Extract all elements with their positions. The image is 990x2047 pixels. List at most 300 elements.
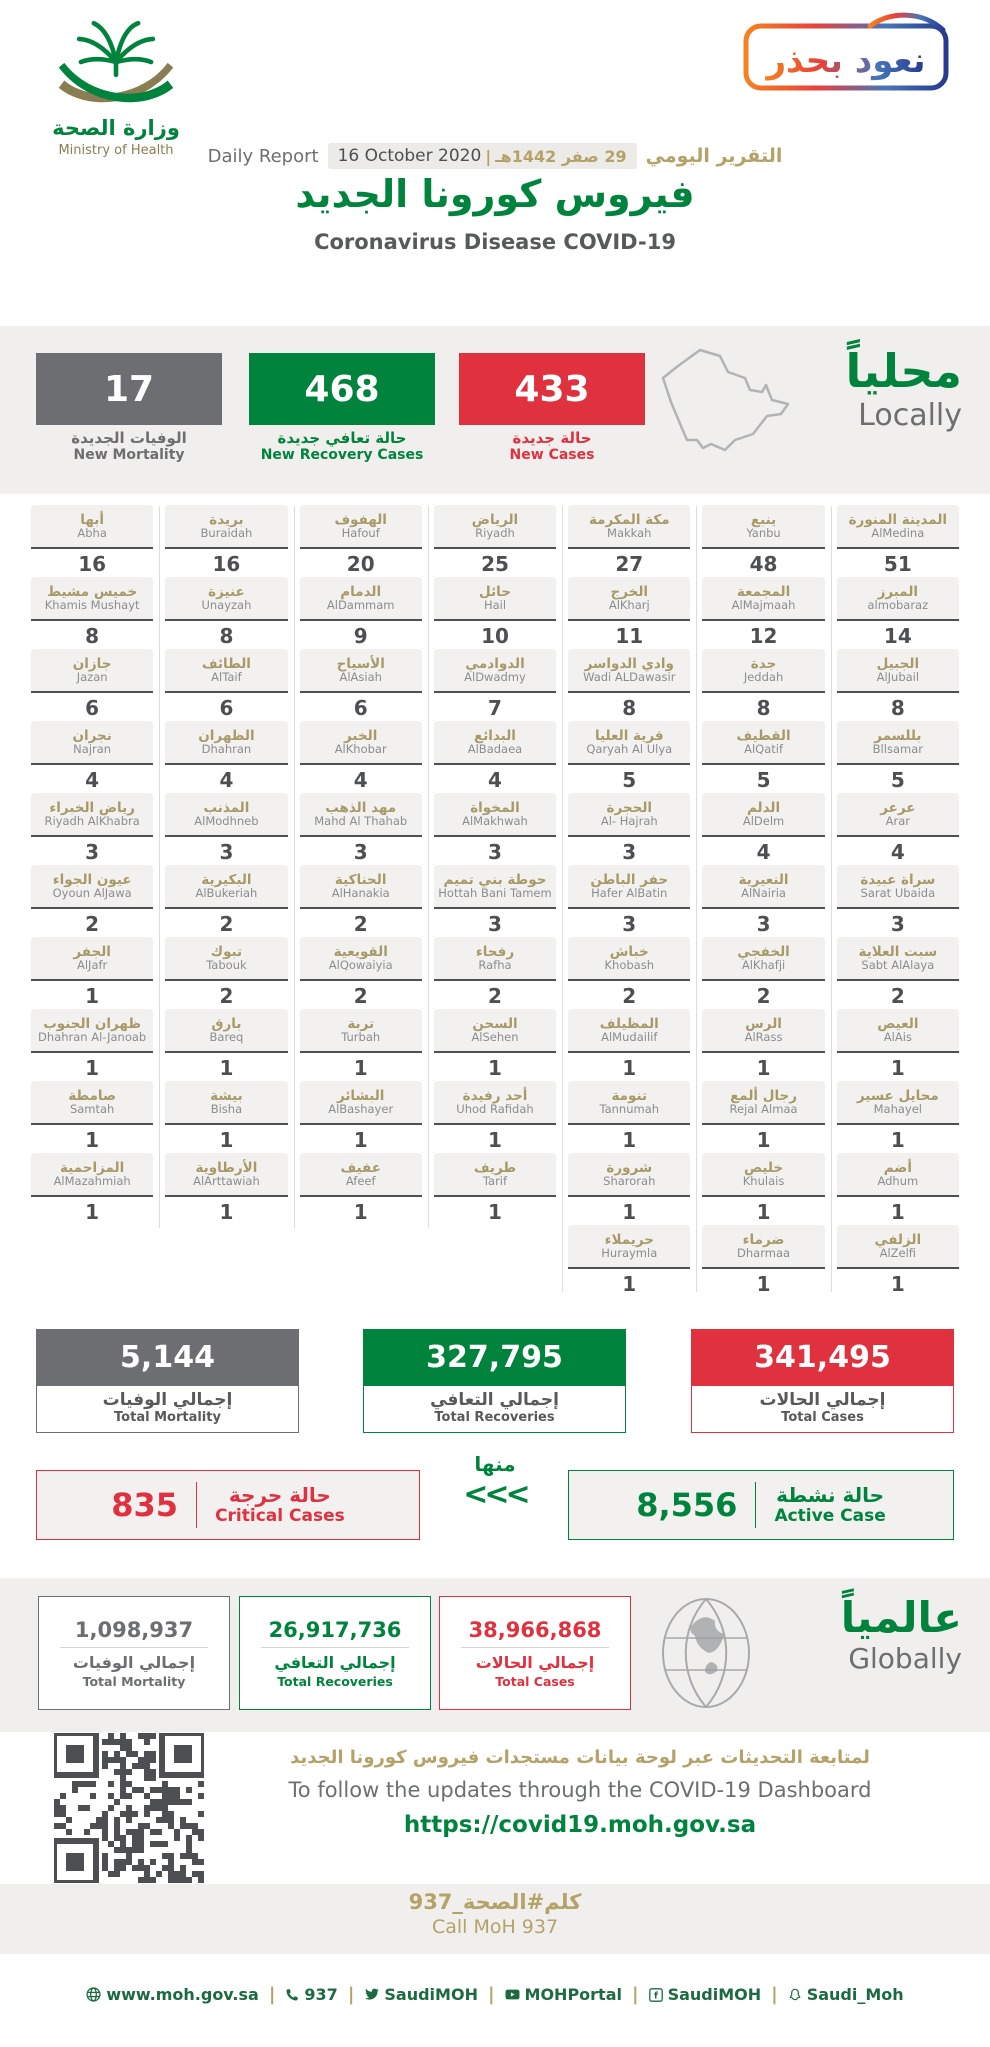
city-name-ar: ظهران الجنوب [43, 1015, 142, 1032]
city-name-en: AlMazahmiah [53, 1174, 131, 1189]
city-cell-afeef [294, 1153, 428, 1225]
footer-twitter-label: SaudiMOH [384, 1985, 478, 2004]
city-cell-alrass [696, 1009, 830, 1081]
city-name-ar: تبوك [210, 943, 243, 960]
city-cell-almobaraz [831, 577, 965, 649]
city-name-en: Abha [77, 526, 107, 541]
city-new-cases-count: 1 [85, 1128, 100, 1152]
city-new-cases-count: 8 [756, 696, 771, 720]
city-cell-albukeriah [159, 865, 293, 937]
city-cell-sharorah [562, 1153, 696, 1225]
globally-heading [840, 1593, 962, 1676]
city-cell-alkhafji [696, 937, 830, 1009]
city-cell-alnairia [696, 865, 830, 937]
city-cell-samtah [25, 1081, 159, 1153]
city-new-cases-count: 8 [219, 624, 234, 648]
city-cell-hafer-albatin [562, 865, 696, 937]
locally-label-en: Locally [858, 398, 962, 433]
city-new-cases-count: 25 [481, 552, 509, 576]
report-date-separator: | [485, 146, 492, 166]
city-name-ar: صامطة [68, 1087, 117, 1104]
globally-label-ar: عالمياً [840, 1593, 962, 1642]
city-name-ar: الدوادمي [465, 655, 525, 672]
city-cell-huraymla [562, 1225, 696, 1297]
report-date-hijri: 29 صفر 1442هـ [495, 146, 627, 166]
city-cell-sabt-alalaya [831, 937, 965, 1009]
city-new-cases-count: 4 [890, 840, 905, 864]
city-new-cases-count: 12 [749, 624, 778, 648]
city-cell-aldwadmy [428, 649, 562, 721]
city-cell-arar [831, 793, 965, 865]
city-new-cases-count: 1 [622, 1056, 637, 1080]
city-new-cases-count: 5 [756, 768, 771, 792]
global-recoveries-label-ar: إجمالي التعافي [274, 1652, 396, 1672]
city-new-cases-count: 4 [353, 768, 368, 792]
city-name-ar: بيشة [210, 1087, 243, 1104]
city-new-cases-count: 5 [622, 768, 637, 792]
global-cases-value: 38,966,868 [468, 1617, 602, 1642]
new-mortality-labels [36, 430, 222, 463]
city-cell-khulais [696, 1153, 830, 1225]
city-new-cases-count: 1 [353, 1200, 368, 1224]
city-cell-mahayel [831, 1081, 965, 1153]
city-cell-aljafr [25, 937, 159, 1009]
city-new-cases-count: 3 [488, 912, 502, 936]
city-name-en: Adhum [877, 1174, 919, 1189]
footer-separator: | [631, 1984, 639, 2005]
new-recovery-value: 468 [249, 353, 435, 425]
city-name-ar: المبرز [877, 583, 919, 600]
city-new-cases-count: 1 [85, 1200, 100, 1224]
city-cell-khamis-mushayt [25, 577, 159, 649]
active-divider [755, 1482, 756, 1528]
city-name-en: AlBukeriah [195, 886, 258, 901]
city-name-ar: الظهران [198, 727, 255, 744]
city-cell-makkah [562, 505, 696, 577]
city-name-ar: الخفجي [737, 943, 790, 960]
city-cell-uhod-rafidah [428, 1081, 562, 1153]
city-name-en: Riyadh [475, 526, 515, 541]
city-name-ar: عفيف [340, 1159, 381, 1176]
city-name-ar: الحجرة [606, 799, 653, 816]
city-new-cases-count: 1 [756, 1200, 771, 1224]
city-cell-riyadh-alkhabra [25, 793, 159, 865]
city-name-en: Tabouk [206, 958, 247, 973]
city-new-cases-count: 1 [488, 1056, 502, 1080]
phone-icon [285, 1988, 299, 2002]
footer-snapchat[interactable] [788, 1985, 904, 2004]
city-name-ar: حائل [479, 583, 511, 600]
city-name-ar: وادي الدواسر [584, 655, 674, 672]
city-new-cases-count: 4 [85, 768, 100, 792]
city-new-cases-count: 11 [615, 624, 644, 648]
new-mortality-label-en: New Mortality [73, 447, 185, 464]
global-cases-box [439, 1596, 631, 1710]
city-name-ar: رياض الخبراء [49, 799, 135, 816]
city-name-en: Uhod Rafidah [456, 1102, 534, 1117]
city-name-en: Oyoun AlJawa [52, 886, 132, 901]
city-new-cases-count: 2 [890, 984, 905, 1008]
city-cell-alkhobar [294, 721, 428, 793]
city-column [25, 505, 159, 1297]
critical-cases-box [36, 1470, 420, 1540]
new-recovery-labels [249, 430, 435, 463]
city-cell-alasiah [294, 649, 428, 721]
city-name-ar: رفحاء [475, 943, 515, 960]
city-name-en: AlBashayer [328, 1102, 394, 1117]
footer-website[interactable] [86, 1985, 259, 2004]
city-name-ar: المذنب [203, 799, 250, 816]
city-name-en: AlMakhwah [462, 814, 528, 829]
city-new-cases-count: 3 [622, 840, 637, 864]
city-new-cases-count: 1 [890, 1200, 905, 1224]
global-mortality-value: 1,098,937 [74, 1617, 194, 1642]
new-recovery-label-ar: حالة تعافي جديدة [277, 429, 407, 447]
city-name-ar: بريدة [209, 511, 244, 528]
twitter-icon [364, 1988, 379, 2001]
global-recoveries-box [239, 1596, 431, 1710]
city-name-en: Bareq [209, 1030, 244, 1045]
city-cell-almakhwah [428, 793, 562, 865]
city-new-cases-count: 6 [85, 696, 100, 720]
total-recoveries-value: 327,795 [363, 1329, 626, 1386]
city-name-en: Hottah Bani Tamem [438, 886, 552, 901]
of-which-label: منها [474, 1452, 516, 1476]
city-name-ar: البدائع [474, 727, 516, 744]
city-name-ar: خليص [743, 1159, 784, 1176]
city-name-ar: الأرطاوية [195, 1159, 258, 1176]
city-name-en: Dhahran Al-Janoab [38, 1030, 147, 1045]
city-new-cases-count: 1 [219, 1128, 234, 1152]
city-name-en: Jazan [76, 670, 108, 685]
city-cell-bllsamar [831, 721, 965, 793]
city-name-ar: سبت العلاية [858, 943, 938, 960]
global-mortality-label-en: Total Mortality [82, 1673, 186, 1689]
city-new-cases-count: 20 [346, 552, 375, 576]
city-name-en: AlDelm [742, 814, 785, 829]
city-name-ar: محايل عسير [856, 1087, 939, 1104]
total-cases-box [691, 1329, 954, 1433]
global-recoveries-label-en: Total Recoveries [277, 1673, 393, 1689]
city-name-ar: ضرماء [742, 1231, 785, 1248]
total-mortality-box [36, 1329, 299, 1433]
city-new-cases-count: 14 [883, 624, 912, 648]
city-cell-albashayer [294, 1081, 428, 1153]
city-name-en: Turbah [341, 1030, 381, 1045]
city-cell-alarttawiah [159, 1153, 293, 1225]
footer-separator: | [268, 1984, 276, 2005]
city-name-en: Bllsamar [872, 742, 923, 757]
globe-icon [86, 1987, 101, 2002]
city-name-ar: الأسياح [336, 655, 385, 672]
city-cell-alais [831, 1009, 965, 1081]
city-name-en: almobaraz [867, 598, 929, 613]
city-name-en: Dhahran [201, 742, 252, 757]
city-name-en: AlJafr [77, 958, 108, 973]
city-name-en: Arar [885, 814, 911, 829]
city-new-cases-count: 2 [85, 912, 100, 936]
daily-report-label-en: Daily Report [207, 145, 319, 167]
city-new-cases-count: 1 [890, 1056, 905, 1080]
city-new-cases-count: 3 [756, 912, 771, 936]
city-cell-abha [25, 505, 159, 577]
city-name-en: Sharorah [603, 1174, 656, 1189]
city-new-cases-count: 16 [78, 552, 107, 576]
city-cell-aldelm [696, 793, 830, 865]
city-name-ar: نجران [72, 727, 112, 744]
city-name-en: Sabt AlAlaya [861, 958, 935, 973]
city-name-ar: العيص [877, 1015, 919, 1032]
city-new-cases-count: 1 [622, 1272, 637, 1296]
city-cell-altaif [159, 649, 293, 721]
city-cell-almazahmiah [25, 1153, 159, 1225]
city-new-cases-count: 10 [481, 624, 509, 648]
city-name-ar: أبها [80, 511, 104, 528]
footer-separator: | [771, 1984, 778, 2005]
city-new-cases-count: 2 [622, 984, 637, 1008]
city-name-ar: القطيف [736, 727, 791, 744]
city-name-en: AlModhneb [194, 814, 259, 829]
footer-mohportal[interactable] [505, 1985, 622, 2004]
city-name-ar: مكة المكرمة [588, 511, 670, 528]
city-cell-khobash [562, 937, 696, 1009]
city-name-ar: الهفوف [334, 511, 387, 528]
dashboard-url-link[interactable]: https://covid19.moh.gov.sa [403, 1812, 757, 1838]
city-name-ar: المخواة [470, 799, 520, 816]
new-mortality-label-ar: الوفيات الجديدة [71, 429, 187, 447]
report-date-en: 16 October 2020 [337, 146, 482, 166]
mohportal-icon [505, 1988, 520, 2001]
city-name-ar: الطائف [201, 655, 251, 672]
city-name-ar: الخرج [610, 583, 649, 600]
city-cell-najran [25, 721, 159, 793]
cities-grid [25, 505, 965, 1297]
city-name-ar: النعيرية [738, 871, 789, 888]
city-cell-bisha [159, 1081, 293, 1153]
city-name-en: Hafer AlBatin [591, 886, 668, 901]
footer-website-label: www.moh.gov.sa [106, 1985, 259, 2004]
city-name-ar: الحناكية [334, 871, 387, 888]
grid-divider [831, 506, 832, 1292]
city-name-ar: الرس [745, 1015, 782, 1032]
moh-palm-swords-icon [41, 14, 191, 110]
city-name-en: AlHanakia [331, 886, 390, 901]
city-column [562, 505, 696, 1297]
city-cell-jazan [25, 649, 159, 721]
footer-snapchat-label: Saudi_Moh [806, 1985, 904, 2004]
city-name-en: Rejal Almaa [729, 1102, 798, 1117]
grid-divider [696, 506, 697, 1292]
city-name-en: Hafouf [341, 526, 380, 541]
moh-logo [28, 14, 204, 158]
city-cell-almajmaah [696, 577, 830, 649]
city-name-en: Wadi ALDawasir [583, 670, 676, 685]
dashboard-line-ar: لمتابعة التحديثات عبر لوحة بيانات مستجدات فيروس كورونا الجديد [290, 1747, 870, 1768]
snapchat-icon [788, 1988, 802, 2002]
city-column [831, 505, 965, 1297]
city-new-cases-count: 1 [85, 1056, 100, 1080]
grid-divider [428, 506, 429, 1228]
grid-divider [294, 506, 295, 1228]
footer-phone[interactable] [285, 1985, 337, 2004]
active-label-ar: حالة نشطة [776, 1482, 885, 1507]
city-name-ar: حفر الباطن [590, 871, 669, 888]
city-column [294, 505, 428, 1297]
city-new-cases-count: 2 [353, 984, 368, 1008]
city-new-cases-count: 27 [615, 552, 644, 576]
city-cell-almodhneb [159, 793, 293, 865]
global-cases-label-en: Total Cases [495, 1673, 575, 1689]
city-name-en: AlSehen [471, 1030, 519, 1045]
city-cell-riyadh [428, 505, 562, 577]
city-new-cases-count: 8 [85, 624, 100, 648]
city-name-ar: قرية العليا [594, 727, 664, 744]
city-cell-qaryah-al-ulya [562, 721, 696, 793]
call-moh-ar: كلم#الصحة_937 [408, 1890, 582, 1914]
city-new-cases-count: 1 [756, 1272, 771, 1296]
qr-code-graphic [54, 1733, 204, 1883]
city-name-en: Samtah [69, 1102, 115, 1117]
new-mortality-value: 17 [36, 353, 222, 425]
left-chevrons-icon: <<< [463, 1477, 527, 1512]
city-new-cases-count: 1 [85, 984, 100, 1008]
total-cases-label-en: Total Cases [781, 1410, 864, 1426]
city-new-cases-count: 2 [353, 912, 368, 936]
active-cases-box [568, 1470, 954, 1540]
city-cell-rejal-almaa [696, 1081, 830, 1153]
city-name-ar: عرعر [880, 799, 916, 816]
active-cases-value: 8,556 [636, 1486, 738, 1524]
city-new-cases-count: 3 [85, 840, 100, 864]
city-name-en: Unayzah [201, 598, 252, 613]
city-name-ar: جدة [750, 655, 777, 672]
city-new-cases-count: 6 [219, 696, 234, 720]
city-name-ar: عيون الجواء [52, 871, 132, 888]
city-name-ar: السحن [472, 1015, 518, 1032]
city-cell-rafha [428, 937, 562, 1009]
globally-label-en: Globally [848, 1642, 962, 1676]
city-name-ar: خباش [609, 943, 649, 960]
city-name-en: Qaryah Al Ulya [586, 742, 673, 757]
city-cell-jeddah [696, 649, 830, 721]
city-new-cases-count: 5 [890, 768, 905, 792]
city-name-ar: تنومة [611, 1087, 648, 1104]
city-new-cases-count: 51 [883, 552, 912, 576]
footer-mohportal-label: MOHPortal [524, 1985, 622, 2004]
city-name-en: AlTaif [211, 670, 242, 685]
city-name-en: Tannumah [599, 1102, 660, 1117]
city-new-cases-count: 2 [488, 984, 502, 1008]
city-name-en: Najran [73, 742, 112, 757]
city-name-ar: أحد رفيدة [462, 1087, 528, 1104]
city-new-cases-count: 1 [353, 1056, 368, 1080]
city-cell-tannumah [562, 1081, 696, 1153]
city-cell-oyoun-aljawa [25, 865, 159, 937]
city-new-cases-count: 3 [488, 840, 502, 864]
city-name-ar: طريف [473, 1159, 517, 1176]
city-name-ar: المدينة المنورة [848, 511, 948, 528]
city-name-en: Khamis Mushayt [44, 598, 140, 613]
footer-facebook[interactable] [649, 1985, 762, 2004]
city-cell-almudailif [562, 1009, 696, 1081]
new-cases-value: 433 [459, 353, 645, 425]
city-cell-tabouk [159, 937, 293, 1009]
city-name-ar: بللسمر [874, 727, 922, 744]
city-name-en: AlJubail [876, 670, 920, 685]
badge-graphic [740, 12, 954, 98]
grid-divider [562, 506, 563, 1292]
city-name-ar: المجمعة [736, 583, 791, 600]
city-new-cases-count: 4 [488, 768, 502, 792]
locally-heading [845, 344, 962, 433]
city-cell-mahd-al-thahab [294, 793, 428, 865]
city-name-en: AlKhobar [334, 742, 387, 757]
city-new-cases-count: 8 [622, 696, 637, 720]
city-new-cases-count: 1 [353, 1128, 368, 1152]
city-name-ar: أضم [883, 1159, 912, 1176]
city-new-cases-count: 2 [219, 912, 234, 936]
city-name-en: Yanbu [746, 526, 781, 541]
city-cell-unayzah [159, 577, 293, 649]
city-new-cases-count: 2 [756, 984, 771, 1008]
city-new-cases-count: 7 [488, 696, 502, 720]
city-new-cases-count: 3 [353, 840, 368, 864]
city-cell-alzelfi [831, 1225, 965, 1297]
total-mortality-label-ar: إجمالي الوفيات [102, 1390, 233, 1410]
city-name-ar: القويعية [333, 943, 388, 960]
city-name-ar: الدلم [746, 799, 781, 816]
total-recoveries-label-ar: إجمالي التعافي [430, 1390, 559, 1410]
city-cell-tarif [428, 1153, 562, 1225]
city-new-cases-count: 8 [890, 696, 905, 720]
city-name-ar: بارق [211, 1015, 242, 1032]
city-name-en: Dharmaa [737, 1246, 791, 1261]
city-new-cases-count: 48 [749, 552, 778, 576]
city-cell-alqatif [696, 721, 830, 793]
city-new-cases-count: 1 [622, 1200, 637, 1224]
critical-divider [196, 1482, 197, 1528]
city-name-en: AlBadaea [467, 742, 523, 757]
city-name-en: Al- Hajrah [600, 814, 658, 829]
new-cases-label-ar: حالة جديدة [512, 429, 592, 447]
footer-links [0, 1984, 990, 2005]
city-new-cases-count: 4 [219, 768, 234, 792]
city-name-en: Khulais [742, 1174, 785, 1189]
of-which-indicator [430, 1452, 560, 1510]
footer-facebook-label: SaudiMOH [667, 1985, 762, 2004]
city-name-ar: جازان [72, 655, 112, 672]
city-name-en: Sarat Ubaida [860, 886, 936, 901]
footer-twitter[interactable] [364, 1985, 478, 2004]
city-name-en: Hail [483, 598, 507, 613]
city-name-en: AlDammam [326, 598, 395, 613]
city-cell-yanbu [696, 505, 830, 577]
city-cell-hafouf [294, 505, 428, 577]
city-new-cases-count: 4 [756, 840, 771, 864]
city-name-ar: الجفر [73, 943, 111, 960]
city-new-cases-count: 2 [219, 984, 234, 1008]
active-label-en: Active Case [774, 1505, 886, 1526]
city-new-cases-count: 3 [890, 912, 905, 936]
page-title-english: Coronavirus Disease COVID-19 [314, 230, 676, 254]
city-name-ar: حريملاء [604, 1231, 654, 1248]
city-column [159, 505, 293, 1297]
report-title-line [0, 143, 990, 169]
city-new-cases-count: 1 [756, 1128, 771, 1152]
critical-cases-value: 835 [111, 1486, 179, 1524]
city-name-en: Tarif [482, 1174, 508, 1189]
city-name-en: Mahd Al Thahab [314, 814, 408, 829]
